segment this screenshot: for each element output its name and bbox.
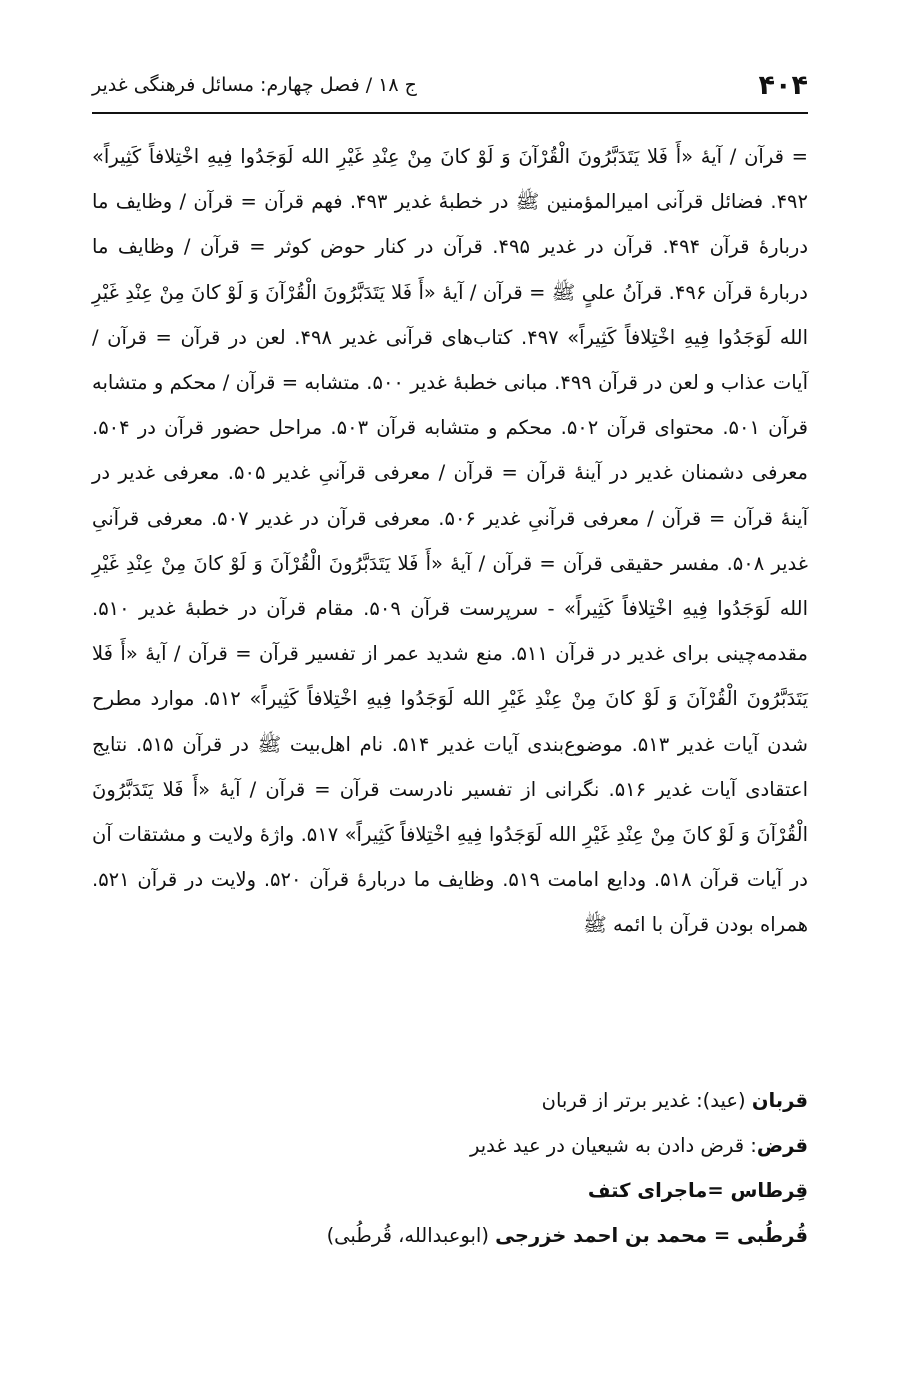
page-number: ۴۰۴ [758,69,808,101]
index-entry [92,1168,808,1213]
entry-text: (ابوعبدالله، قُرطُبی) [326,1224,496,1247]
index-paragraph: = قرآن / آیهٔ «أَ فَلا یَتَدَبَّرُونَ الْقُرْآنَ وَ لَوْ کانَ مِنْ عِنْدِ غَیْرِ الله لَوَجَدُوا فِیهِ اخْتِلافاً کَثِیراً» ۴۹۲. فضائل قرآنی امیرالمؤمنین ﷺ در خطبهٔ غدیر ۴۹۳. فهم قرآن = قرآن / وظایف ما دربارهٔ قرآن ۴۹۴. قرآن در غدیر ۴۹۵. قرآن در کنار حوض کوثر = قرآن / وظایف ما دربارهٔ قرآن ۴۹۶. قرآنُ علیٍ ﷺ = قرآن / آیهٔ «أَ فَلا یَتَدَبَّرُونَ الْقُرْآنَ وَ لَوْ کانَ مِنْ عِنْدِ غَیْرِ الله لَوَجَدُوا فِیهِ اخْتِلافاً کَثِیراً» ۴۹۷. کتاب‌های قرآنی غدیر ۴۹۸. لعن در قرآن = قرآن / آیات عذاب و لعن در قرآن ۴۹۹. مبانی خطبهٔ غدیر ۵۰۰. متشابه = قرآن / محکم و متشابه قرآن ۵۰۱. محتوای قرآن ۵۰۲. محکم و متشابه قرآن ۵۰۳. مراحل حضور قرآن در ۵۰۴. معرفی دشمنان غدیر در آینهٔ قرآن = قرآن / معرفی قرآنیِ غدیر ۵۰۵. معرفی غدیر در آینهٔ قرآن = قرآن / معرفی قرآنیِ غدیر ۵۰۶. معرفی قرآن در غدیر ۵۰۷. معرفی قرآنیِ غدیر ۵۰۸. مفسر حقیقی قرآن = قرآن / آیهٔ «أَ فَلا یَتَدَبَّرُونَ الْقُرْآنَ وَ لَوْ کانَ مِنْ عِنْدِ غَیْرِ الله لَوَجَدُوا فِیهِ اخْتِلافاً کَثِیراً» - سرپرست قرآن ۵۰۹. مقام قرآن در خطبهٔ غدیر ۵۱۰. مقدمه‌چینی برای غدیر در قرآن ۵۱۱. منع شدید عمر از تفسیر قرآن = قرآن / آیهٔ «أَ فَلا یَتَدَبَّرُونَ الْقُرْآنَ وَ لَوْ کانَ مِنْ عِنْدِ غَیْرِ الله لَوَجَدُوا فِیهِ اخْتِلافاً کَثِیراً» ۵۱۲. موارد مطرح شدن آیات غدیر ۵۱۳. موضوع‌بندی آیات غدیر ۵۱۴. نام اهل‌بیت ﷺ در قرآن ۵۱۵. نتایج اعتقادی آیات غدیر ۵۱۶. نگرانی از تفسیر نادرست قرآن = قرآن / آیهٔ «أَ فَلا یَتَدَبَّرُونَ الْقُرْآنَ وَ لَوْ کانَ مِنْ عِنْدِ غَیْرِ الله لَوَجَدُوا فِیهِ اخْتِلافاً کَثِیراً» ۵۱۷. واژهٔ ولایت و مشتقات آن در آیات قرآن ۵۱۸. ودایع امامت ۵۱۹. وظایف ما دربارهٔ قرآن ۵۲۰. ولایت در قرآن ۵۲۱. همراه بودن قرآن با ائمه ﷺ [92,145,809,937]
entry-term: قِرطاس =ماجرای کتف [587,1179,808,1202]
entry-text: (عید): غدیر برتر از قربان [541,1089,752,1112]
index-entries [92,1078,808,1258]
index-paragraph-block [92,134,808,948]
entry-term: قرض [756,1134,808,1157]
running-title: ج ۱۸ / فصل چهارم: مسائل فرهنگی غدیر [92,74,417,96]
entry-term: قربان [751,1089,808,1112]
index-entry [92,1078,808,1123]
page-header [92,62,808,114]
entry-term: قُرطُبی = محمد بن احمد خزرجی [495,1224,808,1247]
index-entry [92,1213,808,1258]
entry-text: : قرض دادن به شیعیان در عید غدیر [470,1134,757,1157]
index-entry [92,1123,808,1168]
